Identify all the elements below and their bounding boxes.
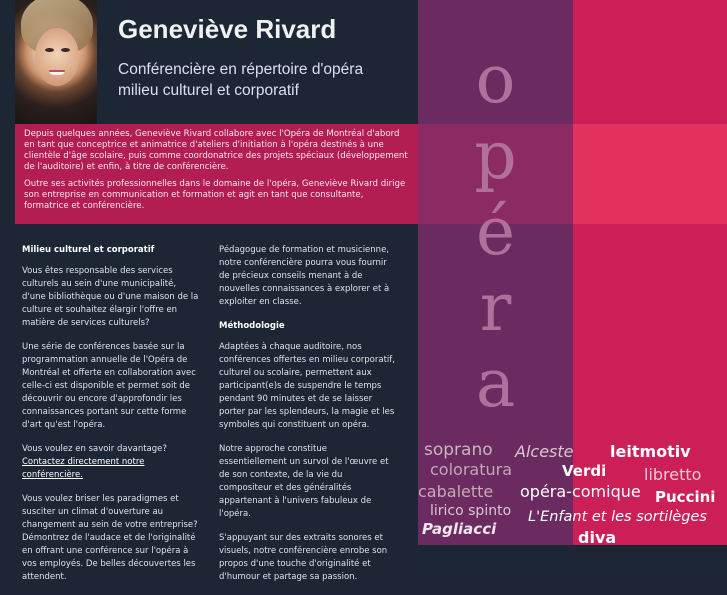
opera-word-cloud (418, 440, 727, 545)
opera-letter-o: o (475, 41, 516, 118)
left-paragraph-3 (22, 443, 200, 482)
cloud-word-opera-comique: opéra-comique (520, 482, 641, 501)
cloud-word-coloratura: coloratura (430, 460, 512, 479)
left-paragraph-1: Vous êtes responsable des services culturels au sein d'une municipalité, d'une bibliothèque ou d'une maison de la culture et souhaitez élargir l'offre en matière de services culturels? (22, 266, 199, 328)
opera-letter-r: r (479, 269, 512, 346)
cloud-word-diva: diva (578, 528, 617, 547)
right-paragraph-1: Pédagogue de formation et musicienne, notre conférencière pourra vous fournir de précieux conseils menant à de nouvelles connaissances à explorer et à exploiter en classe. (219, 245, 390, 307)
cloud-word-verdi: Verdi (562, 462, 607, 480)
intro-paragraph-2: Outre ses activités professionnelles dans le domaine de l'opéra, Geneviève Rivard dirige son entreprise en communication et formation et agit en tant que consultante, formatrice et conférencière. (24, 179, 406, 211)
left-paragraph-4: Vous voulez briser les paradigmes et susciter un climat d'ouverture au changement au sein de votre entreprise? Démontrez de l'audace et de l'originalité en offrant une conférence sur l'opéra à vos employés. De belles découvertes les attendent. (22, 494, 198, 582)
cloud-word-libretto: libretto (644, 465, 702, 484)
cloud-word-leitmotiv: leitmotiv (610, 442, 691, 461)
right-paragraph-2: Adaptées à chaque auditoire, nos conférences offertes en milieu corporatif, culturel ou scolaire, permettent aux participant(e)s de suspendre le temps pendant 90 minutes et de se laisser porter par les splendeurs, la magie et les symboles qui constituent un opéra. (219, 342, 395, 430)
opera-letter-a: a (475, 345, 516, 422)
section-heading-milieu: Milieu culturel et corporatif (22, 245, 155, 255)
contact-link[interactable]: Contactez directement notre conférencière. (22, 457, 145, 480)
page-subtitle (118, 59, 408, 101)
right-paragraph-4: S'appuyant sur des extraits sonores et visuels, notre conférencière enrobe son propos d'une touche d'originalité et d'humour et partage sa passion. (219, 533, 388, 582)
left-content-column (22, 244, 200, 595)
right-content-column (219, 244, 397, 595)
opera-letter-p: p (474, 117, 517, 194)
cloud-word-soprano: soprano (424, 440, 493, 460)
portrait-photo (15, 0, 97, 124)
opera-letter-e: é (475, 193, 516, 270)
right-paragraph-3: Notre approche constitue essentiellement un survol de l'œuvre et de son contexte, de la vie du compositeur et des généralités appartenant à l'univers fabuleux de l'opéra. (219, 444, 389, 519)
decor-red-band (573, 124, 727, 224)
cloud-word-lenfant: L'Enfant et les sortilèges (528, 509, 707, 525)
cloud-word-pagliacci: Pagliacci (422, 520, 497, 538)
intro-band (15, 124, 418, 224)
cloud-word-puccini: Puccini (655, 488, 716, 506)
cloud-word-cabalette: cabalette (418, 482, 494, 501)
intro-paragraph-1: Depuis quelques années, Geneviève Rivard collabore avec l'Opéra de Montréal d'abord en tant que conceptrice et animatrice d'ateliers d'initiation à l'opéra destinés à une clientèle d'âge scolaire, puis comme coordonatrice des projets spéciaux (développement de l'auditoire) et enfin, à titre de conférencière. (24, 129, 408, 172)
subtitle-line-2: milieu culturel et corporatif (118, 82, 299, 99)
page-title: Geneviève Rivard (118, 14, 337, 44)
cloud-word-lirico-spinto: lirico spinto (430, 503, 512, 519)
subtitle-line-1: Conférencière en répertoire d'opéra (118, 61, 364, 78)
contact-question: Vous voulez en savoir davantage? (22, 444, 167, 454)
left-paragraph-2: Une série de conférences basée sur la programmation annuelle de l'Opéra de Montréal et offerte en collaboration avec celle-ci est disponible et permet soit de découvrir ou encore d'approfondir les connaissances portant sur cette forme d'art qu'est l'opéra. (22, 342, 196, 430)
opera-vertical-word (418, 42, 573, 422)
cloud-word-alceste: Alceste (515, 442, 574, 461)
section-heading-methodologie: Méthodologie (219, 321, 285, 331)
